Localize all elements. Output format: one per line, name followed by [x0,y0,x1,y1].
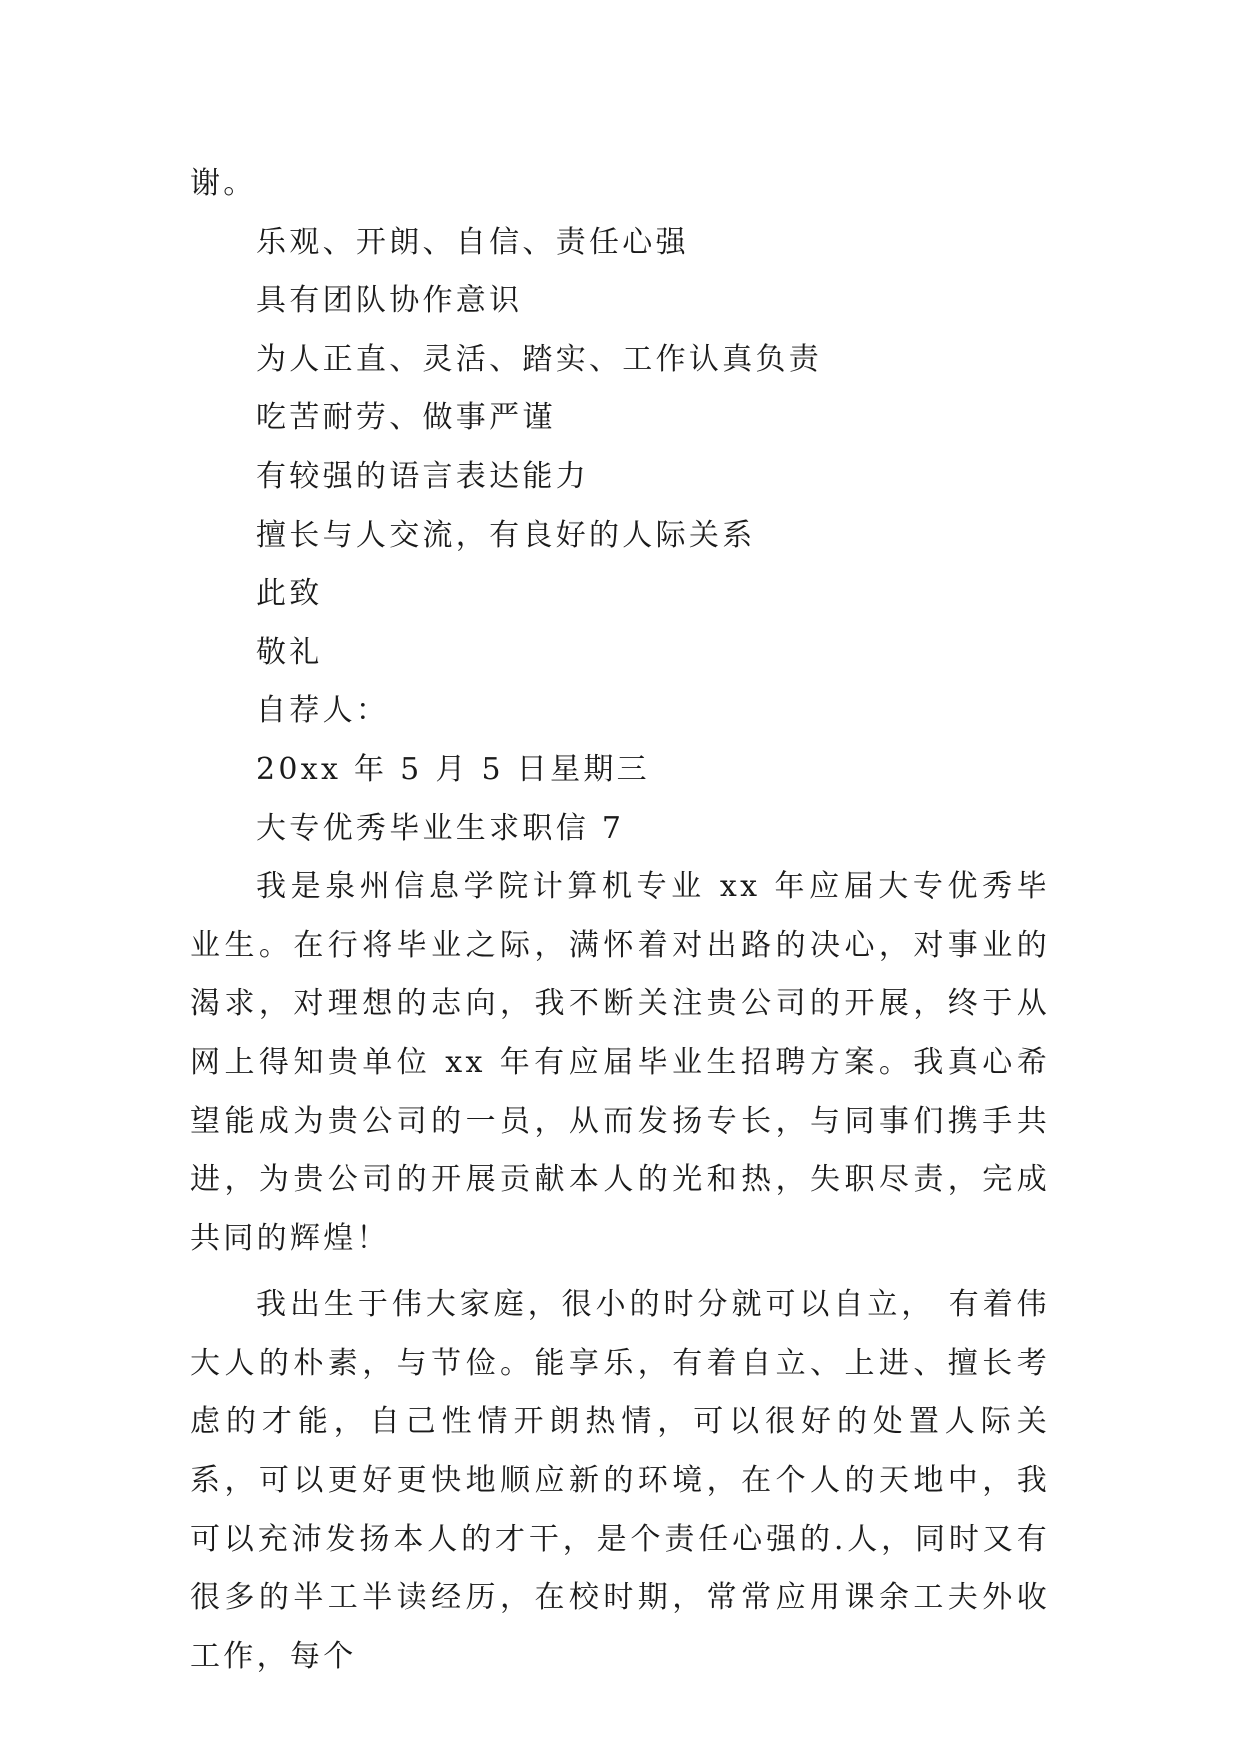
trait-line: 乐观、开朗、自信、责任心强 [256,224,689,260]
opening-line: 谢。 [190,166,257,201]
body-paragraph: 我出生于伟大家庭，很小的时分就可以自立， 有着伟大人的朴素，与节俭。能享乐，有着自立、上进、擅长考虑的才能，自己性情开朗热情，可以很好的处置人际关系，可以更好更快地顺应新的环境，在个人的天地中，我可以充沛发扬本人的才干，是个责任心强的.人，同时又有很多的半工半读经历，在校时期，常常应用课余工夫外收工作，每个 [190,1287,1050,1674]
salutation-line: 敬礼 [256,634,323,670]
signature-line: 自荐人： [256,693,390,729]
trait-line: 具有团队协作意识 [256,283,523,319]
date-line: 20xx 年 5 月 5 日星期三 [256,751,650,787]
section-title: 大专优秀毕业生求职信 7 [256,810,625,846]
letter-body [190,155,1050,1686]
body-paragraph: 我是泉州信息学院计算机专业 xx 年应届大专优秀毕业生。在行将毕业之际，满怀着对出路的决心，对事业的渴求，对理想的志向，我不断关注贵公司的开展，终于从网上得知贵单位 xx 年有应届毕业生招聘方案。我真心希望能成为贵公司的一员，从而发扬专长，与同事们携手共进，为贵公司的开展贡献本人的光和热，失职尽责，完成共同的辉煌！ [190,869,1050,1256]
salutation-line: 此致 [256,576,323,612]
trait-line: 为人正直、灵活、踏实、工作认真负责 [256,341,823,377]
trait-line: 吃苦耐劳、做事严谨 [256,400,556,436]
trait-line: 擅长与人交流，有良好的人际关系 [256,517,756,553]
trait-line: 有较强的语言表达能力 [256,458,589,494]
